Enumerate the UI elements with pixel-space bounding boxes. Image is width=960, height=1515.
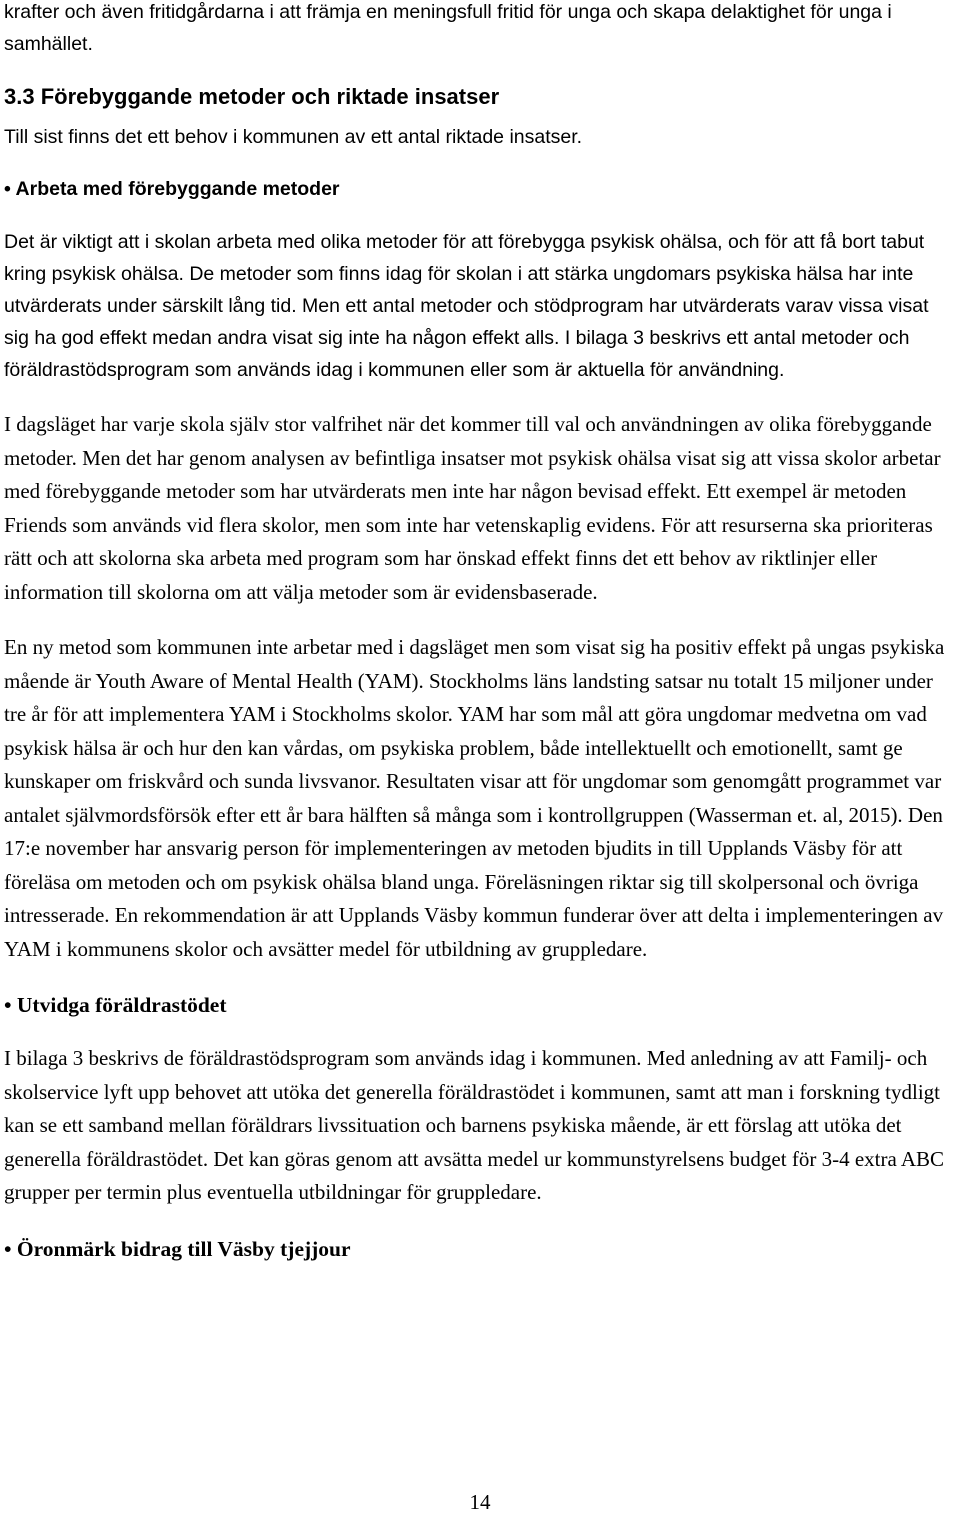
bullet-methods: [4, 174, 956, 204]
page-number: 14: [469, 1490, 491, 1514]
bullet-methods-label: Arbeta med förebyggande metoder: [15, 178, 340, 200]
bullet-icon: •: [4, 1236, 12, 1261]
bullet-icon: •: [4, 178, 11, 200]
bullet-parental-support: [4, 990, 956, 1020]
intro-paragraph: krafter och även fritidgårdarna i att främja en meningsfull fritid för unga och skapa delaktighet för unga i samhället.: [4, 1, 892, 55]
bullet-icon: •: [4, 993, 12, 1017]
bullet-earmark: [4, 1234, 956, 1264]
methods-paragraph-2: I dagsläget har varje skola själv stor valfrihet när det kommer till val och användningen av olika förebyggande metoder. Men det har genom analysen av befintliga insatser mot psykisk ohälsa visat sig att vissa skolor arbetar med förebyggande metoder som har utvärderats men inte har någon bevisad effekt. Ett exempel är metoden Friends som används vid flera skolor, men som inte har vetenskaplig evidens. För att resurserna ska prioriteras rätt och att skolorna ska arbeta med program som har önskad effekt finns det ett behov av riktlinjer eller information till skolorna om att välja metoder som är evidensbaserade.: [4, 412, 941, 604]
section-heading: 3.3 Förebyggande metoder och riktade insatser: [4, 84, 500, 109]
parental-paragraph: I bilaga 3 beskrivs de föräldrastödsprogram som används idag i kommunen. Med anledning av att Familj- och skolservice lyft upp behovet att utöka det generella föräldrastödet i kommunen, samt att man i forskning tydligt kan se ett samband mellan föräldrars livssituation och barnens psykiska mående, är ett förslag att utöka det generella föräldrastödet. Det kan göras genom att avsätta medel ur kommunstyrelsens budget för 3-4 extra ABC grupper per termin plus eventuella utbildningar för gruppledare.: [4, 1046, 945, 1204]
document-page: [4, 0, 956, 1286]
methods-paragraph-1: Det är viktigt att i skolan arbeta med olika metoder för att förebygga psykisk ohälsa, och för att få bort tabut kring psykisk ohälsa. De metoder som finns idag för skolan i att stärka ungdomars psykiska hälsa har inte utvärderats under särskilt lång tid. Men ett antal metoder och stödprogram har utvärderats varav vissa visat sig ha god effekt medan andra visat sig inte ha någon effekt alls. I bilaga 3 beskrivs ett antal metoder och föräldrastödsprogram som används idag i kommunen eller som är aktuella för användning.: [4, 231, 929, 381]
bullet-parental-support-label: Utvidga föräldrastödet: [16, 993, 227, 1017]
methods-paragraph-3: En ny metod som kommunen inte arbetar med i dagsläget men som visat sig ha positiv effekt på ungas psykiska mående är Youth Aware of Mental Health (YAM). Stockholms läns landsting satsar nu totalt 15 miljoner under tre år för att implementera YAM i Stockholms skolor. YAM har som mål att göra ungdomar medvetna om vad psykisk hälsa är och hur den kan vårdas, om psykiska problem, både intellektuellt och emotionellt, samt ge kunskaper om friskvård och sunda livsvanor. Resultaten visar att för ungdomar som genomgått programmet var antalet självmordsförsök efter ett år bara hälften så många som i kontrollgruppen (Wasserman et. al, 2015). Den 17:e november har ansvarig person för implementeringen av metoden bjudits in till Upplands Väsby för att föreläsa om metoden och om psykisk ohälsa bland unga. Föreläsningen riktar sig till skolpersonal och övriga intresserade. En rekommendation är att Upplands Väsby kommun funderar över att delta i implementeringen av YAM i kommunens skolor och avsätter medel för utbildning av gruppledare.: [4, 635, 945, 961]
bullet-earmark-label: Öronmärk bidrag till Väsby tjejjour: [16, 1236, 351, 1261]
section-lead: Till sist finns det ett behov i kommunen av ett antal riktade insatser.: [4, 126, 583, 148]
